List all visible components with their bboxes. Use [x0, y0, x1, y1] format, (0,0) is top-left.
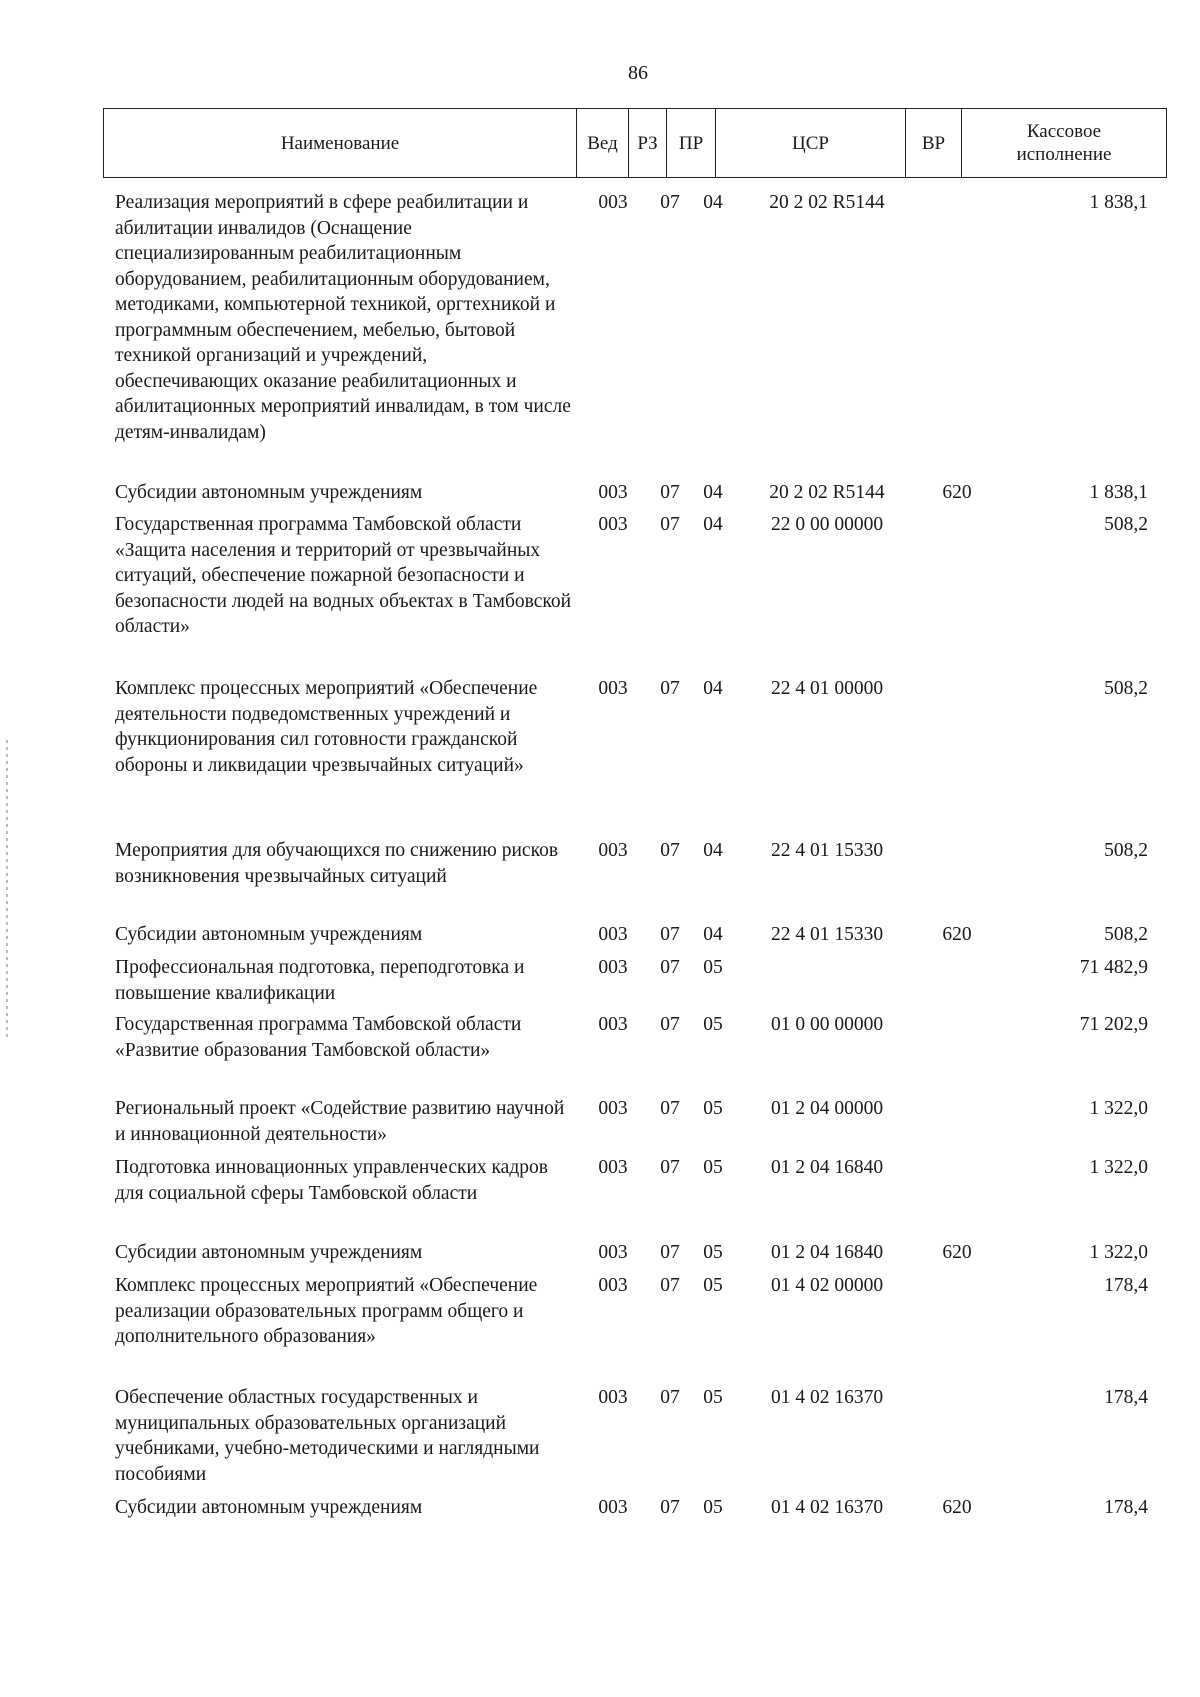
row-ved: 003 — [598, 678, 628, 699]
row-sum: 1 322,0 — [1089, 1242, 1148, 1263]
row-ved: 003 — [598, 1157, 628, 1178]
row-ved: 003 — [598, 1275, 628, 1296]
table-row — [0, 676, 1200, 838]
header-vr: ВР — [906, 109, 962, 178]
row-name: Профессиональная подготовка, переподготовка и повышение квалификации — [115, 957, 525, 1004]
row-name: Комплекс процессных мероприятий «Обеспечение деятельности подведомственных учреждений и функционирования сил готовности гражданской обороны и ликвидации чрезвычайных ситуаций» — [115, 678, 538, 776]
row-rz: 07 — [660, 1497, 680, 1518]
row-rz: 07 — [660, 924, 680, 945]
row-csr: 01 4 02 00000 — [770, 1275, 884, 1296]
row-sum: 1 322,0 — [1089, 1098, 1148, 1119]
row-name: Обеспечение областных государственных и муниципальных образовательных организаций учебниками, учебно-методическими и наглядными пособиями — [115, 1387, 540, 1485]
table-row — [0, 1155, 1200, 1240]
row-rz: 07 — [660, 1242, 680, 1263]
row-sum: 1 838,1 — [1089, 482, 1148, 503]
header-kassa — [962, 109, 1167, 178]
row-rz: 07 — [660, 840, 680, 861]
row-name: Подготовка инновационных управленческих кадров для социальной сферы Тамбовской области — [115, 1157, 548, 1204]
row-name: Государственная программа Тамбовской области «Защита населения и территорий от чрезвычайных ситуаций, обеспечение пожарной безопасности и безопасности людей на водных объектах в Тамбовской области» — [115, 514, 572, 637]
row-csr: 01 0 00 00000 — [770, 1014, 884, 1035]
row-sum: 508,2 — [1104, 924, 1148, 945]
row-csr: 20 2 02 R5144 — [769, 482, 885, 503]
row-ved: 003 — [598, 840, 628, 861]
row-pr: 05 — [703, 957, 723, 978]
table-row — [0, 1385, 1200, 1495]
row-ved: 003 — [598, 924, 628, 945]
row-name: Реализация мероприятий в сфере реабилитации и абилитации инвалидов (Оснащение специализированным реабилитационным оборудованием, реабилитационным оборудованием, методиками, компьютерной техникой, оргтехникой и программным обеспечением, мебелью, бытовой техникой организаций и учреждений, обеспечивающих оказание реабилитационных и абилитационных мероприятий инвалидам, в том числе детям-инвалидам) — [115, 192, 571, 443]
table-row — [0, 838, 1200, 922]
table-body — [0, 190, 1200, 1527]
row-csr: 22 4 01 00000 — [770, 678, 884, 699]
row-ved: 003 — [598, 957, 628, 978]
table-row — [0, 1012, 1200, 1096]
row-sum: 1 322,0 — [1089, 1157, 1148, 1178]
table-row — [0, 512, 1200, 676]
row-sum: 178,4 — [1104, 1387, 1148, 1408]
row-pr: 05 — [703, 1014, 723, 1035]
row-name: Комплекс процессных мероприятий «Обеспечение реализации образовательных программ общего и дополнительного образования» — [115, 1275, 538, 1347]
row-csr: 22 4 01 15330 — [770, 924, 884, 945]
row-pr: 04 — [703, 482, 723, 503]
row-rz: 07 — [660, 482, 680, 503]
table-row — [0, 1240, 1200, 1273]
row-name: Государственная программа Тамбовской области «Развитие образования Тамбовской области» — [115, 1014, 522, 1061]
row-ved: 003 — [598, 192, 628, 213]
row-rz: 07 — [660, 1275, 680, 1296]
row-pr: 04 — [703, 514, 723, 535]
row-ved: 003 — [598, 1242, 628, 1263]
row-pr: 04 — [703, 840, 723, 861]
table-row — [0, 1273, 1200, 1385]
row-ved: 003 — [598, 1014, 628, 1035]
row-pr: 05 — [703, 1157, 723, 1178]
row-ved: 003 — [598, 1387, 628, 1408]
row-csr: 01 2 04 00000 — [770, 1098, 884, 1119]
header-rz: РЗ — [629, 109, 667, 178]
row-csr: 22 4 01 15330 — [770, 840, 884, 861]
row-rz: 07 — [660, 1387, 680, 1408]
header-kassa-line2: исполнение — [1016, 144, 1112, 165]
row-vr: 620 — [942, 1497, 972, 1518]
row-rz: 07 — [660, 957, 680, 978]
table-row — [0, 955, 1200, 1012]
header-ved: Вед — [577, 109, 629, 178]
row-rz: 07 — [660, 1157, 680, 1178]
table-row — [0, 922, 1200, 955]
scan-margin-mark — [6, 740, 8, 1040]
table-row — [0, 190, 1200, 480]
row-csr: 22 0 00 00000 — [770, 514, 884, 535]
row-name: Субсидии автономным учреждениям — [115, 482, 423, 503]
header-csr: ЦСР — [716, 109, 906, 178]
row-ved: 003 — [598, 514, 628, 535]
header-pr: ПР — [667, 109, 716, 178]
row-pr: 04 — [703, 678, 723, 699]
row-name: Субсидии автономным учреждениям — [115, 924, 423, 945]
row-ved: 003 — [598, 1497, 628, 1518]
row-name: Мероприятия для обучающихся по снижению рисков возникновения чрезвычайных ситуаций — [115, 840, 559, 887]
row-csr: 01 2 04 16840 — [770, 1242, 884, 1263]
row-pr: 05 — [703, 1098, 723, 1119]
row-pr: 04 — [703, 192, 723, 213]
header-name: Наименование — [104, 109, 577, 178]
row-rz: 07 — [660, 1014, 680, 1035]
row-sum: 178,4 — [1104, 1275, 1148, 1296]
row-name: Региональный проект «Содействие развитию научной и инновационной деятельности» — [115, 1098, 565, 1145]
row-pr: 05 — [703, 1242, 723, 1263]
row-rz: 07 — [660, 192, 680, 213]
row-pr: 05 — [703, 1387, 723, 1408]
table-row — [0, 1096, 1200, 1155]
row-sum: 508,2 — [1104, 514, 1148, 535]
table-header — [103, 108, 1167, 178]
row-ved: 003 — [598, 1098, 628, 1119]
row-sum: 71 202,9 — [1079, 1014, 1148, 1035]
row-csr: 01 2 04 16840 — [770, 1157, 884, 1178]
table-row — [0, 480, 1200, 512]
row-rz: 07 — [660, 678, 680, 699]
row-sum: 1 838,1 — [1089, 192, 1148, 213]
row-sum: 508,2 — [1104, 840, 1148, 861]
row-rz: 07 — [660, 514, 680, 535]
row-pr: 05 — [703, 1275, 723, 1296]
table-row — [0, 1495, 1200, 1527]
row-name: Субсидии автономным учреждениям — [115, 1242, 423, 1263]
row-ved: 003 — [598, 482, 628, 503]
row-csr: 20 2 02 R5144 — [769, 192, 885, 213]
row-name: Субсидии автономным учреждениям — [115, 1497, 423, 1518]
row-vr: 620 — [942, 482, 972, 503]
row-vr: 620 — [942, 924, 972, 945]
row-csr: 01 4 02 16370 — [770, 1387, 884, 1408]
row-sum: 508,2 — [1104, 678, 1148, 699]
row-sum: 178,4 — [1104, 1497, 1148, 1518]
row-sum: 71 482,9 — [1079, 957, 1148, 978]
row-rz: 07 — [660, 1098, 680, 1119]
row-pr: 05 — [703, 1497, 723, 1518]
row-csr: 01 4 02 16370 — [770, 1497, 884, 1518]
row-vr: 620 — [942, 1242, 972, 1263]
page-number: 86 — [628, 62, 648, 84]
row-pr: 04 — [703, 924, 723, 945]
header-kassa-line1: Кассовое — [1026, 121, 1102, 142]
